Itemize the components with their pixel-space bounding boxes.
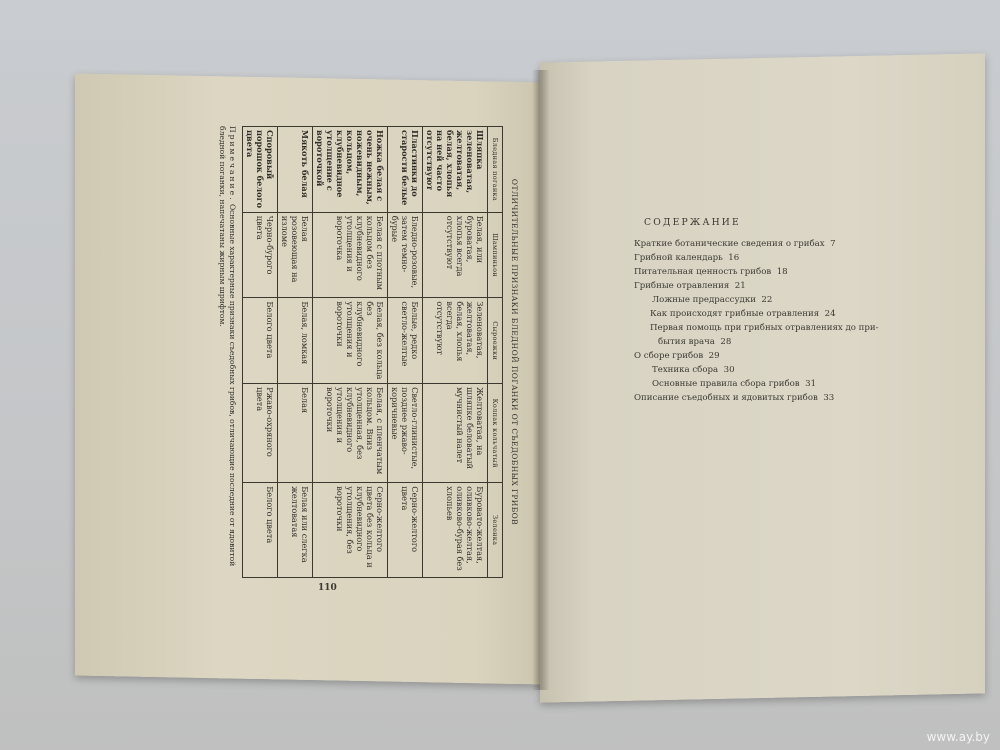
toc-item-page: 30 (723, 365, 735, 375)
toc-item-text: Как происходят грибные отравления (650, 309, 820, 319)
table-header-row (488, 127, 503, 578)
toc-item-text: Краткие ботанические сведения о грибах (634, 239, 825, 249)
table-cell: Белая, или буроватая, хлопья всегда отсутствуют (423, 212, 488, 298)
toc-item-page: 31 (805, 379, 817, 389)
header-cell: Колпак кольчатый (488, 384, 503, 483)
toc-item (652, 377, 954, 391)
toc-item-text: Грибные отравления (634, 281, 730, 291)
watermark: www.ay.by (926, 730, 990, 744)
toc-item (634, 279, 954, 293)
table-cell: Бледно-розовые, затем темно-бурые (388, 212, 423, 298)
table-row (388, 127, 423, 578)
toc-item-text: Описание съедобных и ядовитых грибов (634, 393, 818, 403)
header-cell: Бледная поганка (488, 127, 503, 213)
toc-item-continuation (658, 335, 954, 349)
toc-item (652, 363, 954, 377)
table-cell: Шляпка зеленоватая, желтоватая, белая, хлопья на ней часто отсутствуют (423, 127, 488, 213)
toc-item-page: 7 (830, 239, 836, 249)
table-cell: Белая (278, 384, 313, 483)
table-cell: Серно-желтого цвета без кольца и клубневидного утолщения, без вороточки (313, 483, 388, 578)
book-gutter (532, 70, 550, 690)
page-number: 110 (318, 583, 337, 593)
header-cell: Шампиньон (488, 212, 503, 298)
table-of-contents (634, 216, 954, 405)
toc-item (650, 321, 954, 335)
toc-item-text: Первая помощь при грибных отравлениях до при- (650, 323, 879, 333)
header-cell: Сыроежки (488, 298, 503, 384)
header-cell: Зеленка (488, 483, 503, 578)
toc-item (634, 251, 954, 265)
table-note (217, 126, 237, 578)
table-cell: Светло-глинистые, позднее ржаво-коричневые (388, 384, 423, 483)
table-cell: Белого цвета (243, 298, 278, 384)
table-cell: Зеленоватая, желтоватая, белая, хлопья всегда отсутствуют (423, 298, 488, 384)
toc-item-page: 29 (708, 351, 720, 361)
toc-item-page: 22 (761, 295, 773, 305)
table-cell: Белая или слегка желтоватая (278, 483, 313, 578)
table-cell: Ножка белая с очень нежным, ножевидным, кольцом, клубневидное утолщение с вороточкой (313, 127, 388, 213)
toc-item-page: 16 (728, 253, 740, 263)
table-cell: Мякоть белая (278, 127, 313, 213)
toc-item-text: Техника сбора (652, 365, 719, 375)
table-row (243, 127, 278, 578)
table-cell: Белого цвета (243, 483, 278, 578)
table-row (278, 127, 313, 578)
toc-item-text: бытия врача (658, 337, 715, 347)
table-cell: Белая, ломкая (278, 298, 313, 384)
toc-item-text: О сборе грибов (634, 351, 704, 361)
table-cell: Пластинки до старости белые (388, 127, 423, 213)
comparison-table (242, 126, 503, 578)
table-title: ОТЛИЧИТЕЛЬНЫЕ ПРИЗНАКИ БЛЕДНОЙ ПОГАНКИ ОТ СЪЕДОБНЫХ ГРИБОВ (510, 178, 519, 526)
toc-item (634, 391, 954, 405)
table-cell: Белые, редко светло-желтые (388, 298, 423, 384)
table-cell: Черно-бурого цвета (243, 212, 278, 298)
table-cell: Споровый порошок белого цвета (243, 127, 278, 213)
toc-item (634, 349, 954, 363)
table-cell: Буровато-желтая, оливково-желтая, оливково-бурая без хлопьев (423, 483, 488, 578)
table-cell: Белая, с пленчатым кольцом. Вниз утолщенная, без клубневидного утолщения и вороточки (313, 384, 388, 483)
table-row (313, 127, 388, 578)
table-row (423, 127, 488, 578)
toc-item (634, 265, 954, 279)
table-cell: Желтоватая, на шляпке беловатый мучнистый налет (423, 384, 488, 483)
note-keyword: Примечание. (228, 126, 237, 202)
toc-item (650, 307, 954, 321)
toc-item-text: Грибной календарь (634, 253, 723, 263)
toc-item-page: 18 (776, 267, 788, 277)
table-cell: Серно-желтого цвета (388, 483, 423, 578)
toc-item-text: Основные правила сбора грибов (652, 379, 800, 389)
toc-item-page: 24 (824, 309, 836, 319)
comparison-table-area (168, 126, 519, 578)
toc-item-page: 21 (734, 281, 746, 291)
note-text: Основные характерные признаки съедобных грибов, отличающие последние от ядовитой бледной поганки, напечатаны жирным шрифтом. (218, 126, 237, 567)
toc-item-page: 33 (823, 393, 835, 403)
toc-item (634, 237, 954, 251)
table-cell: Белая розовеющая на изломе (278, 212, 313, 298)
table-cell: Ржаво-охряного цвета (243, 384, 278, 483)
table-cell: Белая, без кольца без клубневидного утолщения и вороточки (313, 298, 388, 384)
table-cell: Белая с плотным кольцом без клубневидного утолщения и вороточка (313, 212, 388, 298)
toc-item-text: Ложные предрассудки (652, 295, 756, 305)
toc-title: СОДЕРЖАНИЕ (644, 217, 741, 228)
toc-item-page: 28 (720, 337, 732, 347)
toc-item (652, 293, 954, 307)
toc-item-text: Питательная ценность грибов (634, 267, 772, 277)
